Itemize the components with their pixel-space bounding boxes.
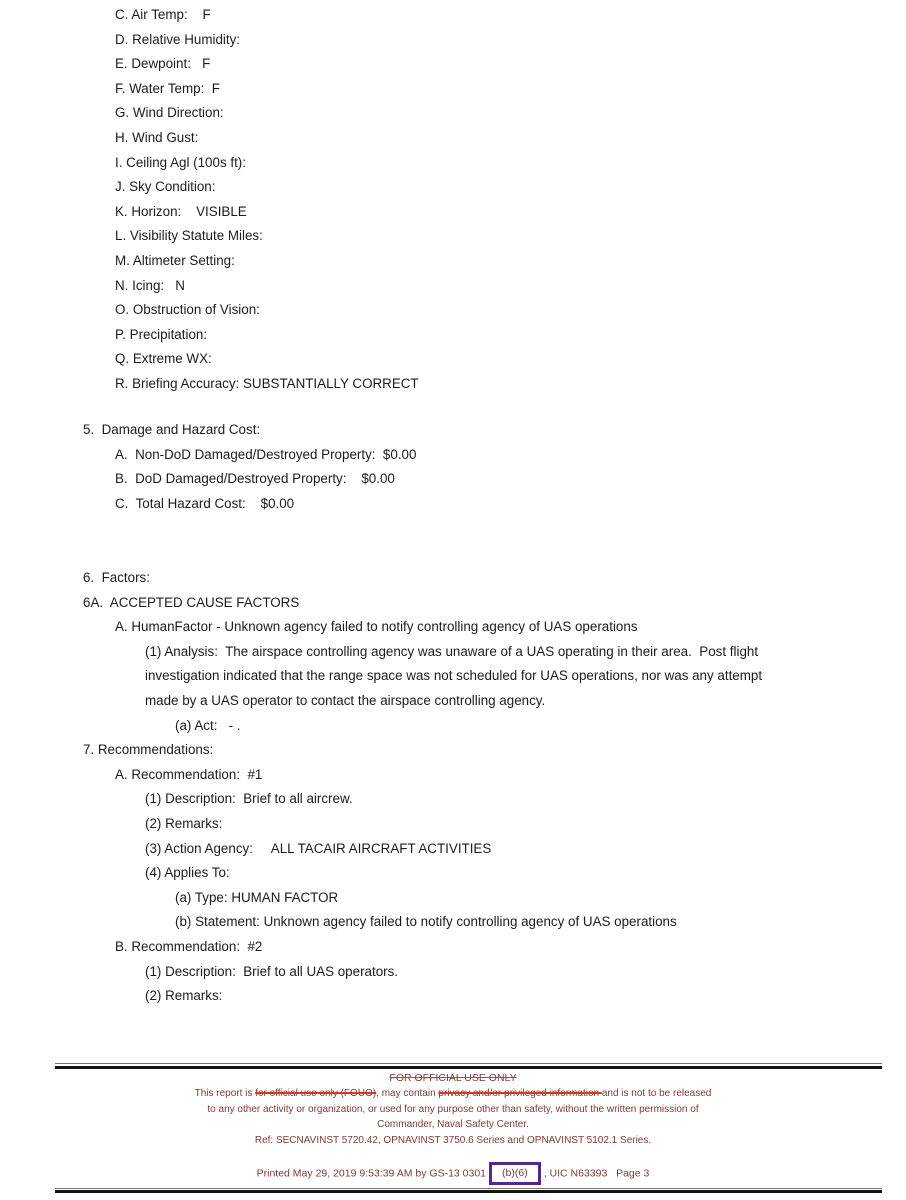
printed-line bbox=[0, 1162, 906, 1185]
fouo-banner: FOR OFFICIAL USE ONLY bbox=[389, 1072, 517, 1084]
weather-line: O. Obstruction of Vision: bbox=[115, 302, 260, 318]
section-5-heading: 5. Damage and Hazard Cost: bbox=[83, 422, 261, 437]
recommendation-line: (b) Statement: Unknown agency failed to notify controlling agency of UAS operations bbox=[175, 914, 677, 930]
disclaimer-text: , may contain bbox=[376, 1088, 439, 1099]
factor-line: investigation indicated that the range space was not scheduled for UAS operations, nor was any attempt bbox=[145, 668, 763, 684]
weather-line: P. Precipitation: bbox=[115, 326, 208, 342]
recommendation-line: B. Recommendation: #2 bbox=[115, 938, 263, 954]
recommendation-line: (2) Remarks: bbox=[145, 988, 223, 1004]
factor-line: (a) Act: - . bbox=[175, 717, 241, 733]
weather-line: M. Altimeter Setting: bbox=[115, 252, 235, 268]
recommendation-line: A. Recommendation: #1 bbox=[115, 766, 263, 782]
section-6a-heading: 6A. ACCEPTED CAUSE FACTORS bbox=[83, 594, 300, 610]
section-6-heading: 6. Factors: bbox=[83, 570, 150, 585]
weather-line: J. Sky Condition: bbox=[115, 179, 216, 195]
weather-line: K. Horizon: VISIBLE bbox=[115, 203, 247, 219]
factors-section bbox=[0, 566, 906, 1009]
printed-suffix: , UIC N63393 Page 3 bbox=[543, 1167, 650, 1180]
weather-line: Q. Extreme WX: bbox=[115, 351, 212, 367]
weather-line: I. Ceiling Agl (100s ft): bbox=[115, 154, 246, 170]
damage-line: A. Non-DoD Damaged/Destroyed Property: $0.00 bbox=[115, 446, 417, 462]
disclaimer-text: and is not to be released bbox=[601, 1088, 712, 1099]
weather-line: G. Wind Direction: bbox=[115, 105, 224, 121]
weather-line: C. Air Temp: F bbox=[115, 7, 211, 22]
weather-line: H. Wind Gust: bbox=[115, 129, 199, 145]
footer-top-rule-thick bbox=[55, 1066, 882, 1069]
recommendation-line: (4) Applies To: bbox=[145, 865, 230, 881]
recommendation-line: (3) Action Agency: ALL TACAIR AIRCRAFT ACTIVITIES bbox=[145, 840, 492, 856]
footer-bottom-rule-thick bbox=[55, 1190, 882, 1193]
factor-line: A. HumanFactor - Unknown agency failed to notify controlling agency of UAS operations bbox=[115, 619, 638, 635]
weather-section bbox=[0, 3, 906, 397]
footer-top-rule-thin bbox=[55, 1063, 882, 1064]
damage-line: B. DoD Damaged/Destroyed Property: $0.00 bbox=[115, 471, 395, 487]
disclaimer-line-4: Ref: SECNAVINST 5720.42, OPNAVINST 3750.6 Series and OPNAVINST 5102.1 Series. bbox=[254, 1135, 652, 1147]
weather-line: L. Visibility Statute Miles: bbox=[115, 228, 263, 244]
factor-line: (1) Analysis: The airspace controlling agency was unaware of a UAS operating in their area. Post flight bbox=[145, 643, 759, 659]
printed-prefix: Printed May 29, 2019 9:53:39 AM by GS-13 0301 bbox=[256, 1167, 487, 1180]
disclaimer-line-2: to any other activity or organization, or used for any purpose other than safety, without the written permission of bbox=[207, 1103, 699, 1115]
factor-line: made by a UAS operator to contact the airspace controlling agency. bbox=[145, 692, 546, 708]
weather-line: E. Dewpoint: F bbox=[115, 56, 211, 72]
weather-line: R. Briefing Accuracy: SUBSTANTIALLY CORRECT bbox=[115, 375, 419, 391]
struck-text: privacy and/or bbox=[438, 1088, 505, 1099]
disclaimer-text: This report is bbox=[194, 1088, 256, 1099]
recommendation-line: (1) Description: Brief to all UAS operators. bbox=[145, 963, 399, 979]
weather-line: F. Water Temp: F bbox=[115, 80, 220, 96]
disclaimer-line-1 bbox=[0, 1086, 906, 1102]
struck-text: for official use only (FOUO) bbox=[255, 1088, 377, 1099]
damage-section bbox=[0, 418, 906, 516]
recommendation-line: (a) Type: HUMAN FACTOR bbox=[175, 889, 339, 905]
weather-line: D. Relative Humidity: bbox=[115, 31, 241, 47]
damage-line: C. Total Hazard Cost: $0.00 bbox=[115, 495, 295, 511]
struck-text: privileged information bbox=[504, 1088, 602, 1099]
section-7-heading: 7. Recommendations: bbox=[83, 742, 214, 758]
redaction-box: (b)(6) bbox=[489, 1162, 541, 1185]
footer-disclaimer bbox=[0, 1086, 906, 1149]
footer-bottom-rule-thin bbox=[55, 1188, 882, 1189]
disclaimer-line-3: Commander, Naval Safety Center. bbox=[377, 1119, 529, 1131]
weather-line: N. Icing: N bbox=[115, 277, 185, 293]
recommendation-line: (2) Remarks: bbox=[145, 815, 223, 831]
recommendation-line: (1) Description: Brief to all aircrew. bbox=[145, 791, 353, 807]
